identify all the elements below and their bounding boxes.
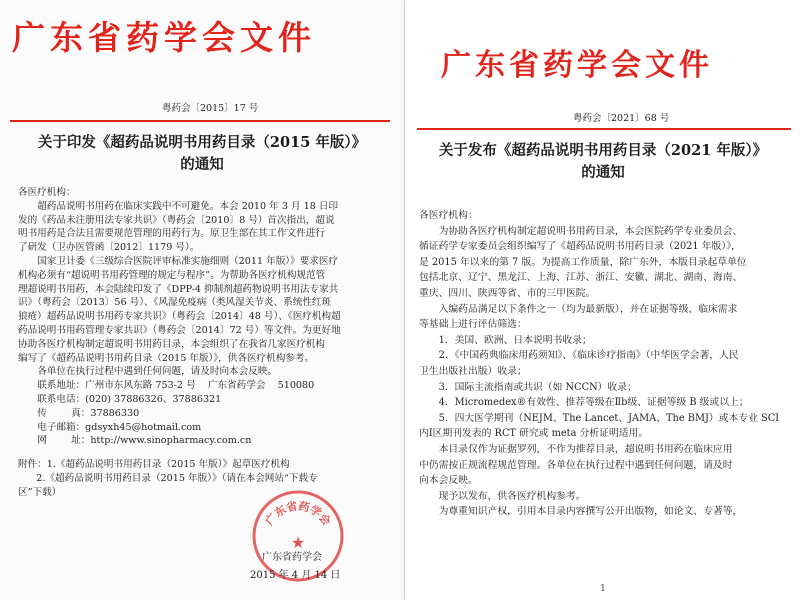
title-line-1: 关于发布《超药品说明书用药目录（2021 年版）》 <box>438 142 768 159</box>
salutation: 各医疗机构： <box>18 187 76 198</box>
attachment-line: 2.《超药品说明书用药目录（2015 年版）》（请在本会网站“下载专 <box>18 472 318 484</box>
contact-fax: 传 真：37886330 <box>37 407 140 419</box>
red-divider <box>417 128 791 130</box>
para5: 为尊重知识产权，引用本目录内容撰写公开出版物，如论文、专著等， <box>438 506 743 518</box>
para2-line: 入编药品满足以下条件之一（均为最新版），并在证据等级、临床需求 <box>438 303 738 315</box>
contact-address: 联系地址：广州市东风东路 753-2 号 广东省药学会 510080 <box>37 380 315 392</box>
contact-website: 网 址：http://www.sinopharmacy.com.cn <box>37 435 252 447</box>
para1-line: 明书用药是合法且需要规范管理的用药行为。原卫生部在其工作文件进行 <box>18 228 325 240</box>
title-line-2: 的通知 <box>180 156 224 173</box>
document-body <box>18 186 388 500</box>
document-body <box>419 208 791 520</box>
red-divider <box>10 120 390 122</box>
para1-line: 了研发（卫办医管函〔2012〕1179 号）。 <box>18 242 200 254</box>
document-number: 粤药会〔2015〕17 号 <box>162 103 259 114</box>
para2-line: 编写了《超药品说明书用药目录（2015 年版）》，供各医疗机构参考。 <box>18 352 315 364</box>
para3-line: 中仍需按正规流程规范管理。各单位在执行过程中遇到任何问题，请及时 <box>419 459 733 471</box>
document-number: 粤药会〔2021〕68 号 <box>573 113 670 124</box>
para1-line: 重庆、四川、陕西等省、市的三甲医院。 <box>419 287 596 299</box>
para2-line: 药品说明书用药管理专家共识》（粤药会〔2014〕72 号）等文件。为更好地 <box>18 324 341 336</box>
para2-line: 识》（粤药会〔2013〕56 号）、《风湿免疫病（类风湿关节炎、系统性红斑 <box>18 297 332 309</box>
signing-date: 2015 年 4 月 14 日 <box>250 570 341 581</box>
title-line-1: 关于印发《超药品说明书用药目录（2015 年版）》 <box>37 134 367 151</box>
page-number: 1 <box>600 584 606 594</box>
criteria-item: 5．四大医学期刊（NEJM、The Lancet、JAMA、The BMJ）或本专业 SCI <box>438 412 780 424</box>
para1-line: 超药品说明书用药在临床实践中不可避免。本会 2010 年 3 月 18 日印 <box>37 200 339 212</box>
para2-line: 狼疮）超药品说明书用药专家共识》（粤药会〔2014〕48 号）、《医疗机构超 <box>18 311 341 323</box>
spacer <box>18 448 388 458</box>
document-title <box>4 132 400 176</box>
svg-text:广东省药学会 <box>262 499 334 528</box>
salutation: 各医疗机构： <box>419 210 478 221</box>
para3-line: 向本会反映。 <box>419 475 478 487</box>
para3: 各单位在执行过程中遇到任何问题，请及时向本会反映。 <box>37 366 278 378</box>
document-title <box>407 140 799 184</box>
criteria-item: 卫生出版社出版）收录； <box>419 365 527 377</box>
para2-line: 协助各医疗机构制定超说明书用药目录，本会组织了在我省几家医疗机构 <box>18 338 325 350</box>
para1-line: 发的《药品未注册用法专家共识》（粤药会〔2010〕8 号）首次指出，超说 <box>18 214 335 226</box>
seal-text: 广东省药学会 <box>262 499 334 528</box>
attachment-line: 附件：1.《超药品说明书用药目录（2015 年版）》起草医疗机构 <box>18 459 290 471</box>
contact-phone: 联系电话：(020) 37886326、37886321 <box>37 393 222 405</box>
criteria-item: 4．Micromedex®有效性、推荐等级在Ⅱb级、证据等级 B 级或以上； <box>438 397 749 409</box>
para4: 现予以发布，供各医疗机构参考。 <box>438 490 586 502</box>
para1-line: 为协助各医疗机构制定超说明书用药目录，本会医院药学专业委员会、 <box>438 225 743 237</box>
criteria-item: 内Ⅰ区期刊发表的 RCT 研究或 meta 分析证明适用。 <box>419 428 649 440</box>
para2-line: 国家卫计委《三级综合医院评审标准实施细则（2011 年版）》要求医疗 <box>37 255 339 267</box>
para2-line: 机构必须有“超说明书用药管理的规定与程序”。为帮助各医疗机构规范管 <box>18 269 326 281</box>
para1-line: 循证药学专家委员会组织编写了《超药品说明书用药目录（2021 年版）》， <box>419 241 741 253</box>
para3-line: 本目录仅作为证据罗列，不作为推荐目录，超说明书用药在临床应用 <box>438 443 733 455</box>
criteria-item: 1．美国、欧洲、日本说明书收录； <box>438 334 592 346</box>
para1-line: 包括北京、辽宁、黑龙江、上海、江苏、浙江、安徽、湖北、湖南、海南、 <box>419 272 743 284</box>
contact-email: 电子邮箱：gdsyxh45@hotmail.com <box>37 421 202 433</box>
para1-line: 是 2015 年以来的第 7 版。为提高工作质量，除广东外，本版目录起草单位 <box>419 256 747 268</box>
svg-text:★: ★ <box>290 533 306 552</box>
letterhead-title: 广东省药学会文件 <box>12 18 316 57</box>
attachment-line: 区”下载） <box>18 486 62 498</box>
para2-line: 理超说明书用药，本会陆续印发了《DPP-4 抑制剂超药物说明书用法专家共 <box>18 283 339 295</box>
criteria-item: 3．国际主流指南或共识（如 NCCN）收录； <box>438 381 637 393</box>
letterhead-title: 广东省药学会文件 <box>441 48 713 83</box>
para2-line: 等基础上进行评估筛选： <box>419 319 527 331</box>
criteria-item: 2．《中国药典临床用药须知》、《临床诊疗指南》（中华医学会著，人民 <box>438 350 739 362</box>
signing-organization: 广东省药学会 <box>262 552 322 563</box>
document-2021 <box>404 0 800 600</box>
title-line-2: 的通知 <box>581 164 625 181</box>
